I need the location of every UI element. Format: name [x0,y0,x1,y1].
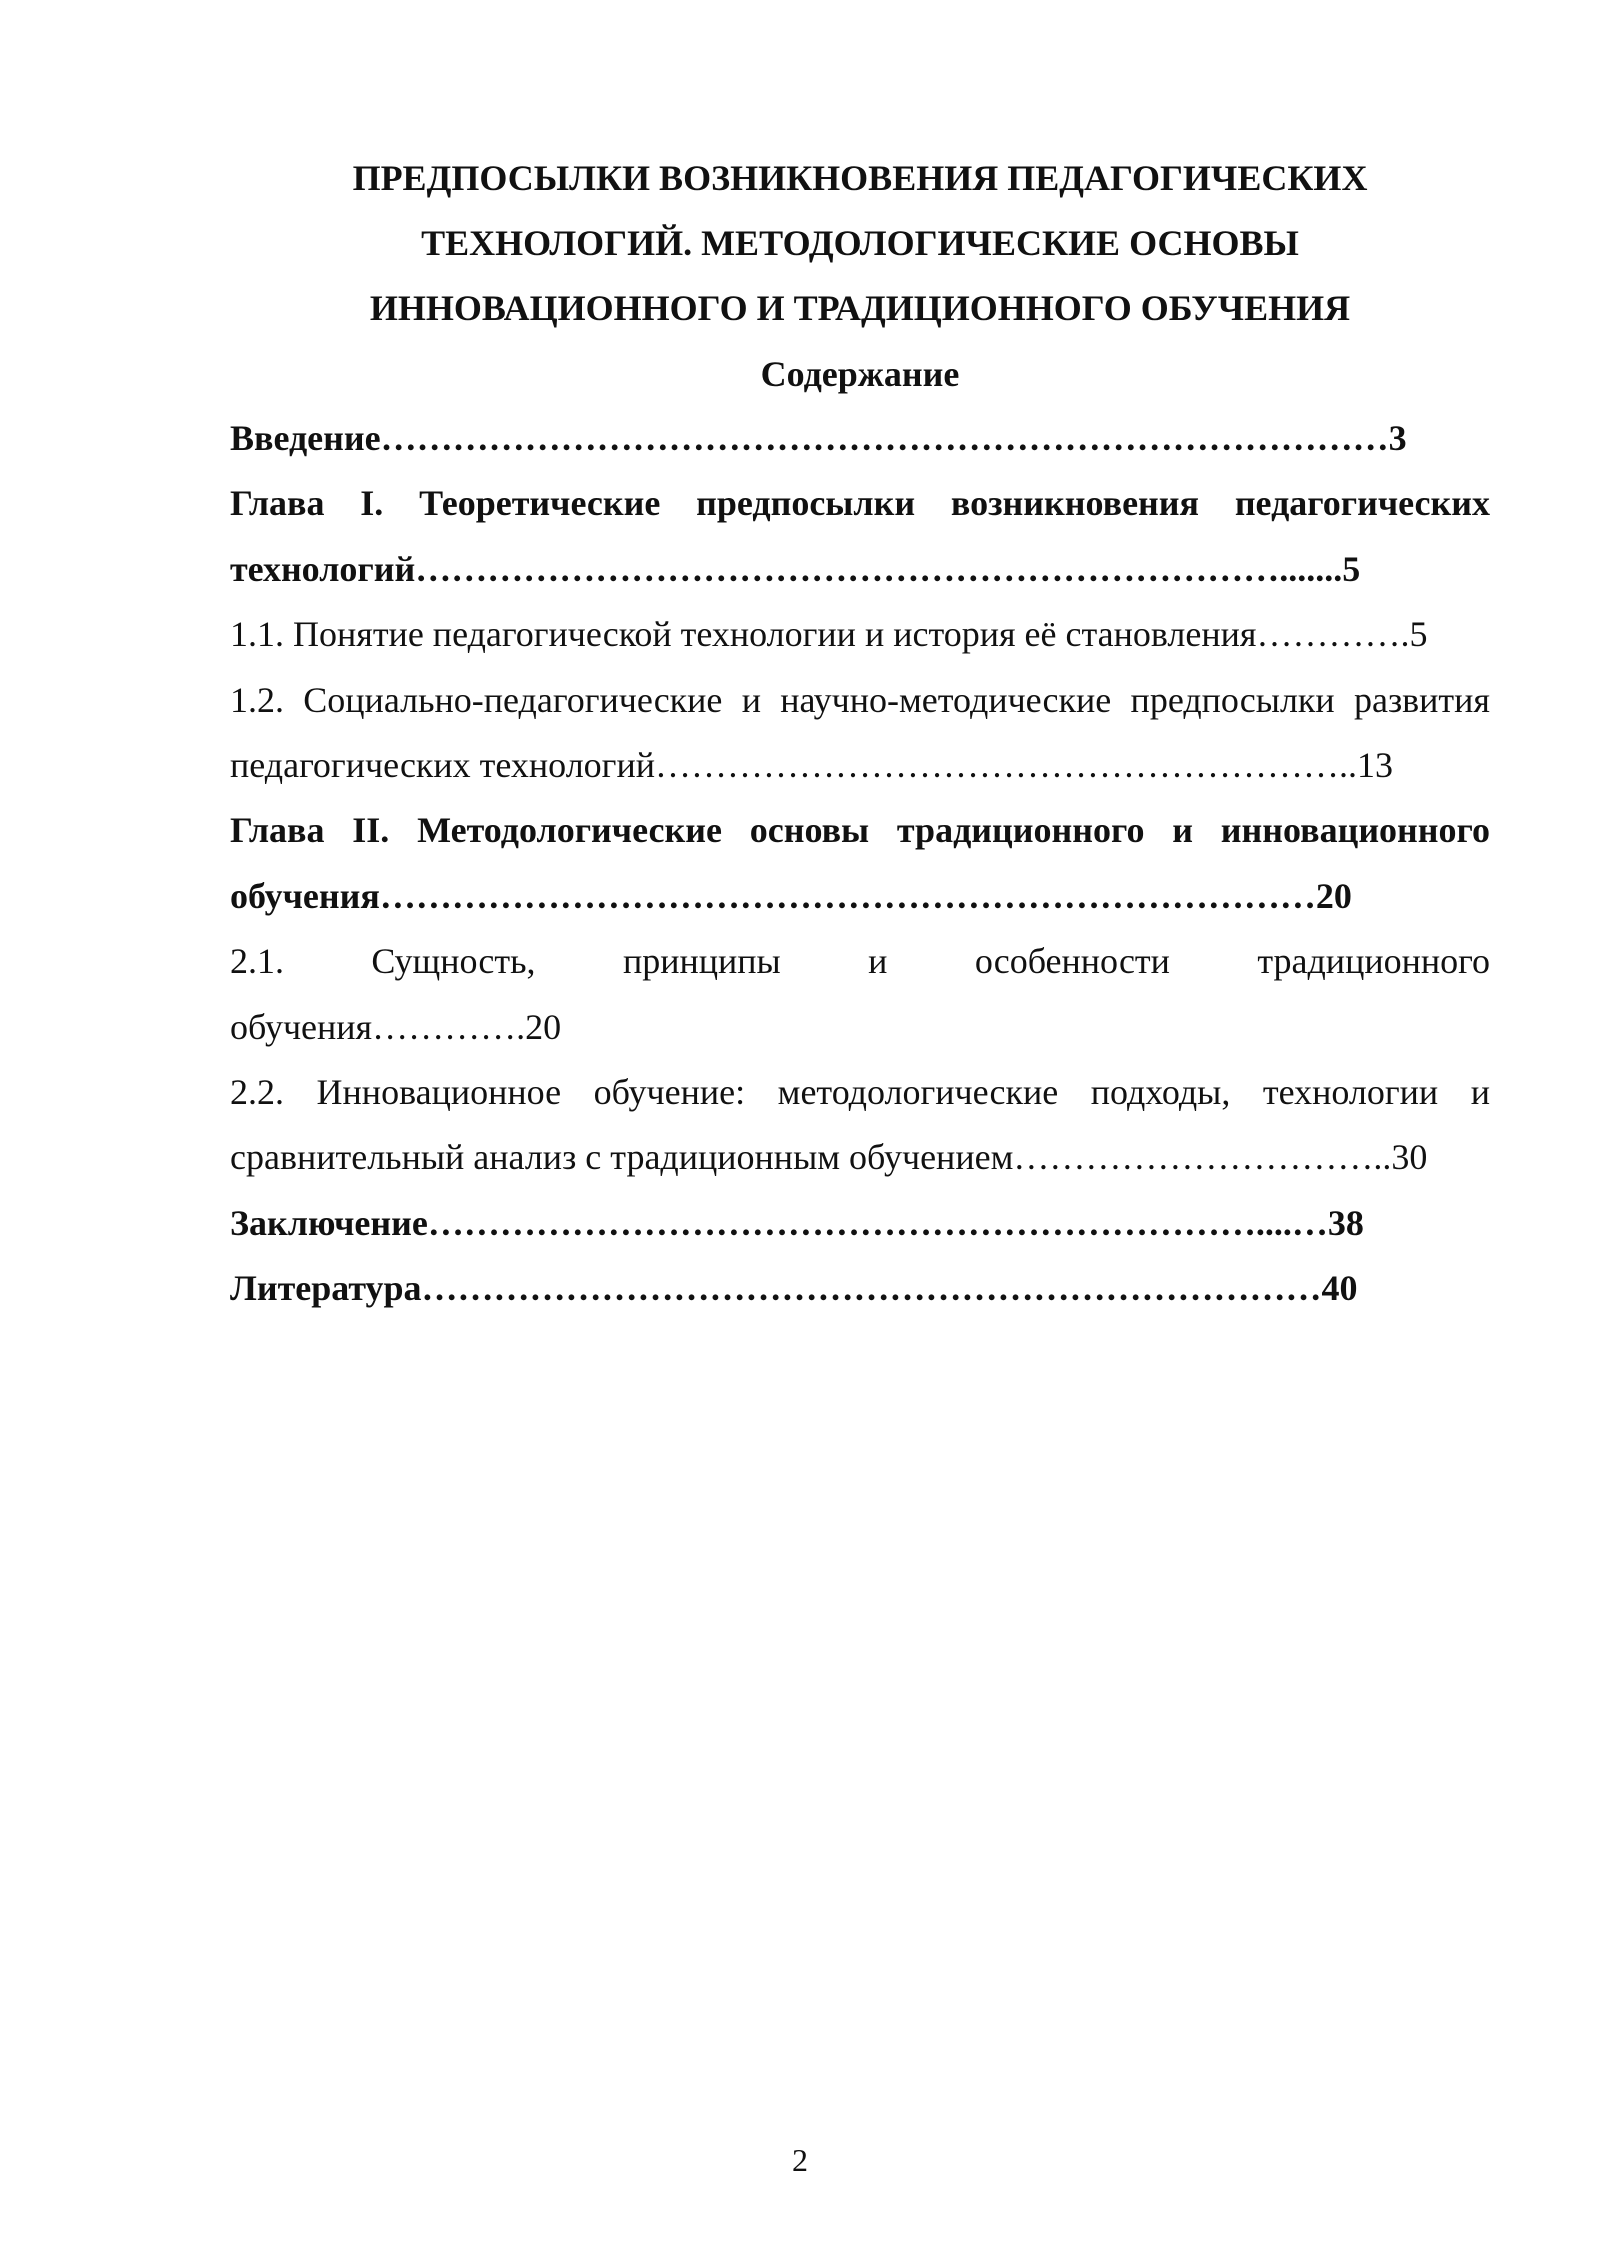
title-line: ИННОВАЦИОННОГО И ТРАДИЦИОННОГО ОБУЧЕНИЯ [369,288,1351,328]
toc-section-1-2: 1.2. Социально-педагогические и научно-методические предпосылки развития [230,679,1490,720]
toc-chapter-2: Глава II. Методологические основы традиционного и инновационного [230,810,1490,851]
toc-intro: Введение…………………………………………………………………………3 [230,418,1407,458]
document-title [200,146,1520,341]
toc-section-2-2: 2.2. Инновационное обучение: методологические подходы, технологии и [230,1071,1490,1112]
toc-section-1-2-cont: педагогических технологий…………………………………………………..13 [230,744,1393,785]
toc-section-2-2-cont: сравнительный анализ с традиционным обучением…………………………..30 [230,1137,1428,1178]
title-line: ПРЕДПОСЫЛКИ ВОЗНИКНОВЕНИЯ ПЕДАГОГИЧЕСКИХ [352,158,1368,198]
toc-heading: Содержание [760,354,960,394]
toc-section-1-1: 1.1. Понятие педагогической технологии и история её становления………….5 [230,614,1428,655]
toc-literature: Литература…………………………………………………………………40 [230,1268,1358,1309]
toc-chapter-1: Глава I. Теоретические предпосылки возникновения педагогических [230,483,1490,524]
toc-chapter-1-cont: технологий……………………………………………………………….......5 [230,548,1361,589]
toc-section-2-1: 2.1. Сущность, принципы и особенности традиционного [230,941,1490,982]
table-of-contents [230,406,1490,1321]
toc-chapter-2-cont: обучения……………………………………………………………………20 [230,875,1352,916]
title-line: ТЕХНОЛОГИЙ. МЕТОДОЛОГИЧЕСКИЕ ОСНОВЫ [421,223,1299,263]
toc-section-2-1-cont: обучения………….20 [230,1006,562,1047]
toc-conclusion: Заключение……………………………………………………………....…38 [230,1202,1364,1243]
page-number: 2 [792,2142,808,2178]
